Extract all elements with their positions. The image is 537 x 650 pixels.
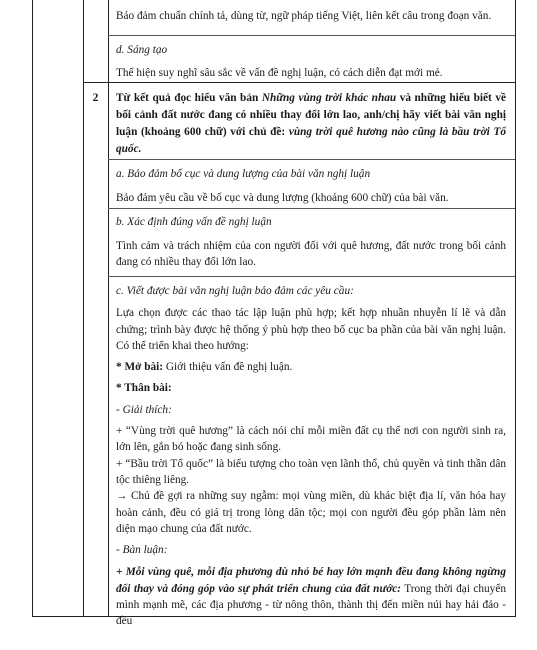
row-separator	[83, 82, 515, 83]
criteria-spelling	[116, 8, 506, 25]
criteria-text: Tình cảm và trách nhiệm của con người đối với quê hương, đất nước trong bối cảnh đang có nhiều thay đổi lớn lao.	[116, 239, 506, 268]
explanation-item: + “Vùng trời quê hương” là cách nói chỉ mỗi miền đất cụ thể nơi con người sinh ra, lớn lên, gắn bó hoặc đang sinh sống.	[116, 425, 506, 454]
subsection-heading: - Bàn luận:	[116, 544, 168, 557]
criteria-heading: b. Xác định đúng vấn đề nghị luận	[116, 216, 272, 228]
prompt-text: Từ kết quả đọc hiểu văn bản	[116, 92, 262, 104]
criteria-text: Thể hiện suy nghĩ sâu sắc về vấn đề nghị luận, có cách diễn đạt mới mẻ.	[116, 66, 443, 79]
prompt-text: và những hiểu biết về bối cảnh đất nước đang có nhiều thay đổi lớn lao, anh/chị hãy viết bài văn nghị luận (khoảng 600 chữ) với chủ đề:	[116, 92, 506, 138]
answer-table	[32, 0, 516, 628]
section-text: Giới thiệu vấn đề nghị luận.	[163, 361, 293, 374]
row-separator	[108, 276, 515, 277]
question-number: 2	[92, 92, 99, 104]
prompt-topic: vùng trời quê hương nào cũng là bầu trời Tổ quốc.	[116, 126, 506, 155]
criteria-issue	[116, 214, 506, 270]
discussion-text: Trong thời đại chuyển mình mạnh mẽ, các địa phương - từ nông thôn, thành thị đến miền núi hay hải đảo - đều	[116, 582, 506, 628]
explanation-item: + “Bầu trời Tổ quốc” là biểu tượng cho toàn vẹn lãnh thổ, chủ quyền và tinh thần dân tộc thiêng liêng.	[116, 457, 506, 486]
criteria-creativity	[116, 42, 506, 81]
subsection-heading: - Giải thích:	[116, 403, 172, 416]
explanation-item: → Chủ đề gợi ra những suy ngẫm: mọi vùng miền, dù khác biệt địa lí, văn hóa hay hoàn cảnh, đều có giá trị trong lòng dân tộc; mọi con người đều góp phần làm nên diện mạo chung của đất nước.	[116, 490, 506, 535]
criteria-heading: c. Viết được bài văn nghị luận bảo đảm các yêu cầu:	[116, 285, 354, 297]
prompt-work-title: Những vùng trời khác nhau	[261, 92, 397, 104]
criteria-text: Lựa chọn được các thao tác lập luận phù hợp; kết hợp nhuần nhuyễn lí lẽ và dẫn chứng; trình bày được hệ thống ý phù hợp theo bố cục ba phần của bài văn nghị luận. Có thể triển khai theo hướng:	[116, 307, 506, 352]
section-label: * Mở bài:	[116, 361, 164, 374]
criteria-essay	[116, 283, 506, 630]
criteria-structure	[116, 166, 506, 206]
criteria-heading: d. Sáng tạo	[116, 44, 168, 56]
criteria-heading: a. Bảo đảm bố cục và dung lượng của bài văn nghị luận	[116, 168, 371, 180]
criteria-text: Bảo đảm chuẩn chính tả, dùng từ, ngữ pháp tiếng Việt, liên kết câu trong đoạn văn.	[116, 10, 492, 22]
column-divider	[108, 0, 109, 616]
row-separator	[108, 35, 515, 36]
section-label: * Thân bài:	[116, 382, 172, 395]
criteria-text: Bảo đảm yêu cầu về bố cục và dung lượng (khoảng 600 chữ) của bài văn.	[116, 191, 449, 204]
row-separator	[108, 159, 515, 160]
discussion-point: + Mỗi vùng quê, mỗi địa phương dù nhỏ bé hay lớn mạnh đều đang không ngừng đổi thay và đóng góp vào sự phát triển chung của đất nước:	[116, 566, 506, 595]
question-prompt	[116, 90, 506, 158]
row-separator	[108, 208, 515, 209]
